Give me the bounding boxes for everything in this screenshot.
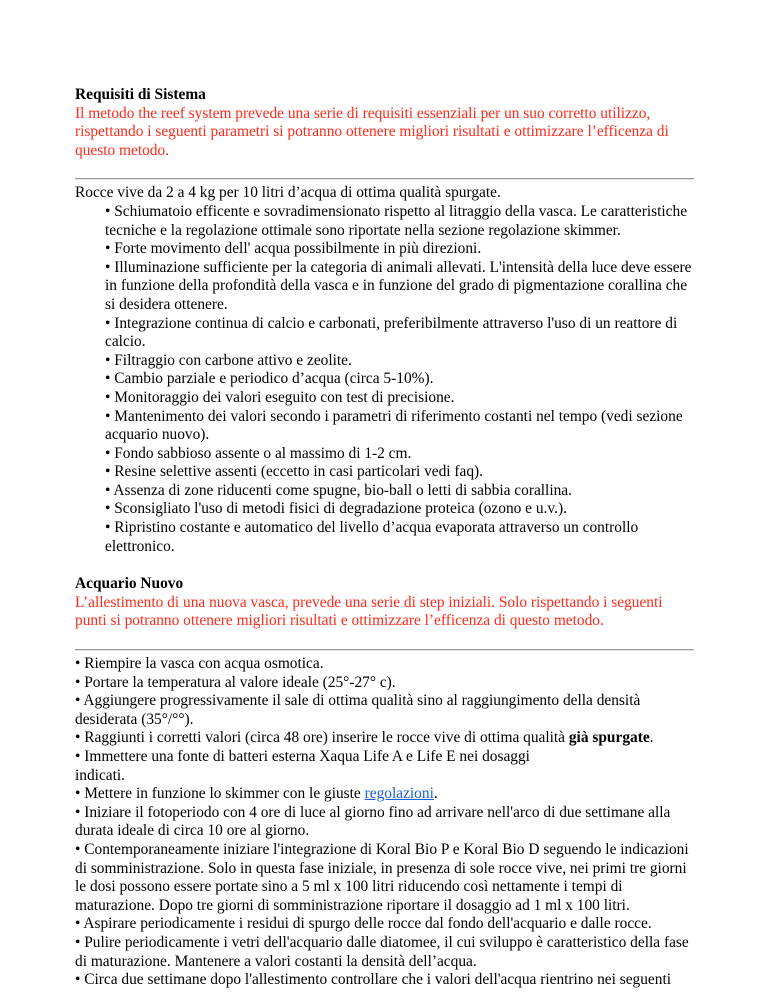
- list-item: • Assenza di zone riducenti come spugne, bio-ball o letti di sabbia corallina.: [105, 481, 572, 499]
- divider: [75, 178, 694, 180]
- list-item-continuation: indicati.: [75, 766, 126, 784]
- list-item: • Forte movimento dell' acqua possibilmente in più direzioni.: [105, 240, 482, 258]
- section-intro-requisiti: Il metodo the reef system prevede una serie di requisiti essenziali per un suo corretto utilizzo, rispettando i seguenti parametri si potranno ottenere migliori risultati e ottimizzare l’efficenza di questo metodo.: [75, 104, 669, 159]
- section-title-acquario-nuovo: Acquario Nuovo: [75, 575, 184, 593]
- regolazioni-link[interactable]: regolazioni: [364, 785, 434, 803]
- list-item: • Monitoraggio dei valori eseguito con test di precisione.: [105, 388, 455, 406]
- list-item: • Mantenimento dei valori secondo i parametri di riferimento costanti nel tempo (vedi sezione acquario nuovo).: [105, 407, 683, 444]
- requisiti-list: [75, 203, 694, 556]
- list-item: • Cambio parziale e periodico d’acqua (circa 5-10%).: [105, 370, 434, 388]
- divider: [75, 649, 694, 651]
- list-item: • Schiumatoio efficente e sovradimensionato rispetto al litraggio della vasca. Le caratteristiche tecniche e la regolazione ottimale sono riportate nella sezione regolazione skimmer.: [105, 202, 688, 239]
- list-item: • Mettere in funzione lo skimmer con le giuste regolazioni.: [75, 785, 438, 803]
- list-item: • Resine selettive assenti (eccetto in casi particolari vedi faq).: [105, 463, 484, 481]
- list-item: • Iniziare il fotoperiodo con 4 ore di luce al giorno fino ad arrivare nell'arco di due settimane alla durata ideale di circa 10 ore al giorno.: [75, 803, 671, 840]
- acquario-nuovo-list: [75, 655, 694, 990]
- list-item: • Immettere una fonte di batteri esterna Xaqua Life A e Life E nei dosaggi: [75, 748, 530, 765]
- list-item: • Integrazione continua di calcio e carbonati, preferibilmente attraverso l'uso di un reattore di calcio.: [105, 314, 678, 351]
- list-item: • Aggiungere progressivamente il sale di ottima qualità sino al raggiungimento della densità desiderata (35°/°°).: [75, 692, 641, 728]
- list-item: • Circa due settimane dopo l'allestimento controllare che i valori dell'acqua rientrino nei seguenti: [75, 971, 672, 989]
- list-item: • Filtraggio con carbone attivo e zeolite.: [105, 351, 352, 369]
- list-item: • Fondo sabbioso assente o al massimo di 1-2 cm.: [105, 444, 412, 462]
- lead-line: Rocce vive da 2 a 4 kg per 10 litri d’acqua di ottima qualità spurgate.: [75, 184, 501, 202]
- list-item: • Raggiunti i corretti valori (circa 48 ore) inserire le rocce vive di ottima qualità già spurgate.: [75, 729, 654, 747]
- list-item: • Ripristino costante e automatico del livello d’acqua evaporata attraverso un controllo elettronico.: [105, 519, 639, 555]
- section-title-requisiti: Requisiti di Sistema: [75, 86, 206, 103]
- list-item: • Sconsigliato l'uso di metodi fisici di degradazione proteica (ozono e u.v.).: [105, 500, 567, 518]
- list-item: • Contemporaneamente iniziare l'integrazione di Koral Bio P e Koral Bio D seguendo le indicazioni di somministrazione. Solo in questa fase iniziale, in presenza di sole rocce vive, nei primi tre giorni le dosi possono essere portate sino a 5 ml x 100 litri riducendo così nettamente i tempi di maturazione. Dopo tre giorni di somministrazione riportare il dosaggio ad 1 ml x 100 litri.: [75, 840, 689, 914]
- section-intro-acquario-nuovo: L’allestimento di una nuova vasca, prevede una serie di step iniziali. Solo rispettando i seguenti punti si potranno ottenere migliori risultati e ottimizzare l’efficenza di questo metodo.: [75, 593, 663, 630]
- list-item: • Pulire periodicamente i vetri dell'acquario dalle diatomee, il cui sviluppo è caratteristico della fase di maturazione. Mantenere a valori costanti la densità dell’acqua.: [75, 933, 689, 970]
- list-item: • Aspirare periodicamente i residui di spurgo delle rocce dal fondo dell'acquario e dalle rocce.: [75, 915, 652, 933]
- list-item: • Riempire la vasca con acqua osmotica.: [75, 655, 324, 673]
- emphasis-gia-spurgate: già spurgate: [568, 729, 650, 747]
- list-item: • Portare la temperatura al valore ideale (25°-27° c).: [75, 673, 396, 691]
- list-item: • Illuminazione sufficiente per la categoria di animali allevati. L'intensità della luce deve essere in funzione della profondità della vasca e in funzione del grado di pigmentazione corallina che si desidera ottenere.: [105, 258, 692, 313]
